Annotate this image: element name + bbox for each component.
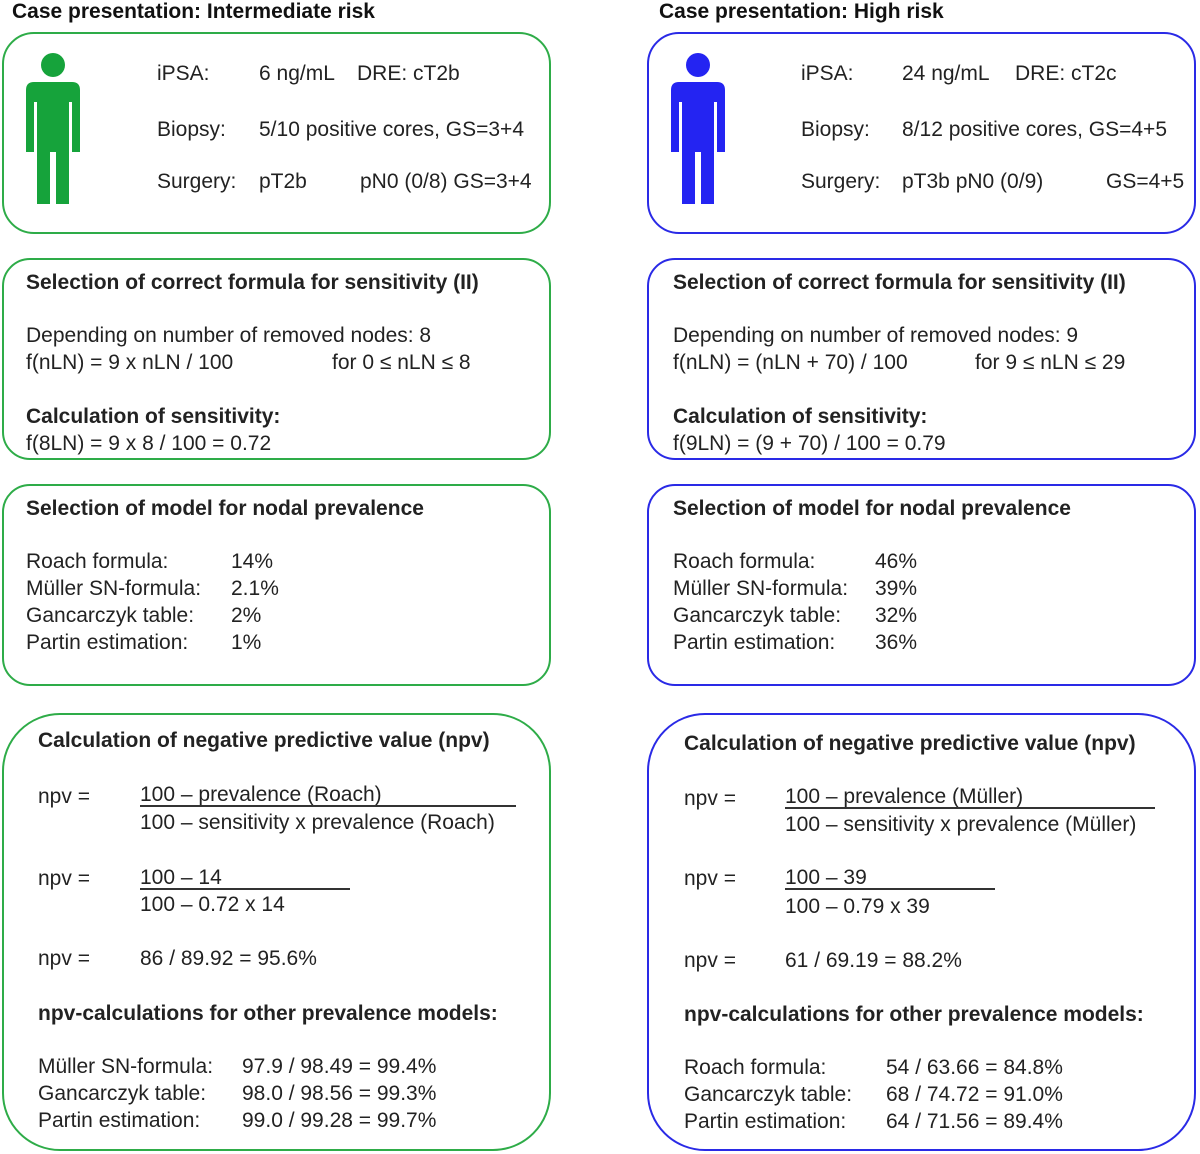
- person-icon: [22, 52, 84, 208]
- fraction-line: [785, 888, 995, 890]
- biopsy-label: Biopsy:: [801, 118, 870, 141]
- prevalence-value: 1%: [231, 631, 262, 654]
- ipsa-value: 6 ng/mL: [259, 62, 335, 85]
- fraction-line: [785, 807, 1155, 809]
- npv-label: npv =: [38, 867, 90, 890]
- npv-formula-denominator: 100 – sensitivity x prevalence (Roach): [140, 811, 495, 834]
- npv-step-denominator: 100 – 0.79 x 39: [785, 895, 930, 918]
- prevalence-value: 14%: [231, 550, 274, 573]
- prevalence-value: 2%: [231, 604, 262, 627]
- npv-other-value: 68 / 74.72 = 91.0%: [886, 1083, 1063, 1106]
- npv-result: 61 / 69.19 = 88.2%: [785, 949, 962, 972]
- ipsa-label: iPSA:: [157, 62, 210, 85]
- npv-formula-denominator: 100 – sensitivity x prevalence (Müller): [785, 813, 1137, 836]
- npv-other-value: 97.9 / 98.49 = 99.4%: [242, 1055, 437, 1078]
- fraction-line: [140, 888, 350, 890]
- prevalence-label: Partin estimation:: [26, 631, 189, 654]
- prevalence-label: Gancarczyk table:: [673, 604, 842, 627]
- prevalence-title: Selection of model for nodal prevalence: [26, 497, 424, 520]
- prevalence-value: 39%: [875, 577, 918, 600]
- left-sensitivity-box: [2, 258, 551, 460]
- sensitivity-title: Selection of correct formula for sensitivity (II): [673, 271, 1126, 294]
- ipsa-value: 24 ng/mL: [902, 62, 990, 85]
- npv-label: npv =: [684, 867, 736, 890]
- surgery-pt: pT3b pN0 (0/9): [902, 170, 1044, 193]
- npv-other-label: Müller SN-formula:: [38, 1055, 214, 1078]
- npv-label: npv =: [684, 949, 736, 972]
- sensitivity-title: Selection of correct formula for sensitivity (II): [26, 271, 479, 294]
- npv-step-numerator: 100 – 14: [140, 866, 222, 889]
- right-heading: Case presentation: High risk: [659, 0, 944, 23]
- nodes-line: Depending on number of removed nodes: 9: [673, 324, 1079, 347]
- dre-value: DRE: cT2b: [357, 62, 460, 85]
- biopsy-label: Biopsy:: [157, 118, 226, 141]
- calc-value: f(9LN) = (9 + 70) / 100 = 0.79: [673, 432, 946, 455]
- npv-other-value: 54 / 63.66 = 84.8%: [886, 1056, 1063, 1079]
- prevalence-value: 46%: [875, 550, 918, 573]
- npv-formula-numerator: 100 – prevalence (Roach): [140, 783, 382, 806]
- npv-other-value: 64 / 71.56 = 89.4%: [886, 1110, 1063, 1133]
- npv-label: npv =: [684, 787, 736, 810]
- sensitivity-range: for 0 ≤ nLN ≤ 8: [332, 351, 471, 374]
- sensitivity-formula: f(nLN) = (nLN + 70) / 100: [673, 351, 908, 374]
- dre-value: DRE: cT2c: [1015, 62, 1117, 85]
- npv-label: npv =: [38, 785, 90, 808]
- npv-step-denominator: 100 – 0.72 x 14: [140, 893, 285, 916]
- npv-other-value: 98.0 / 98.56 = 99.3%: [242, 1082, 437, 1105]
- npv-other-title: npv-calculations for other prevalence models:: [38, 1002, 498, 1025]
- right-sensitivity-box: [647, 258, 1196, 460]
- calc-title: Calculation of sensitivity:: [673, 405, 928, 428]
- npv-other-label: Roach formula:: [684, 1056, 827, 1079]
- left-heading: Case presentation: Intermediate risk: [12, 0, 375, 23]
- sensitivity-formula: f(nLN) = 9 x nLN / 100: [26, 351, 234, 374]
- prevalence-label: Müller SN-formula:: [673, 577, 849, 600]
- calc-value: f(8LN) = 9 x 8 / 100 = 0.72: [26, 432, 272, 455]
- npv-other-label: Partin estimation:: [684, 1110, 847, 1133]
- npv-step-numerator: 100 – 39: [785, 866, 867, 889]
- npv-other-label: Partin estimation:: [38, 1109, 201, 1132]
- surgery-pt: pT2b: [259, 170, 307, 193]
- npv-other-label: Gancarczyk table:: [684, 1083, 853, 1106]
- prevalence-value: 36%: [875, 631, 918, 654]
- calc-title: Calculation of sensitivity:: [26, 405, 281, 428]
- prevalence-value: 2.1%: [231, 577, 279, 600]
- surgery-label: Surgery:: [801, 170, 881, 193]
- biopsy-value: 8/12 positive cores, GS=4+5: [902, 118, 1167, 141]
- npv-title: Calculation of negative predictive value (npv): [38, 729, 490, 752]
- ipsa-label: iPSA:: [801, 62, 854, 85]
- surgery-label: Surgery:: [157, 170, 237, 193]
- prevalence-label: Roach formula:: [26, 550, 169, 573]
- npv-other-label: Gancarczyk table:: [38, 1082, 207, 1105]
- left-prevalence-box: [2, 484, 551, 686]
- right-case-box: [647, 32, 1196, 234]
- npv-other-title: npv-calculations for other prevalence models:: [684, 1003, 1144, 1026]
- npv-result: 86 / 89.92 = 95.6%: [140, 947, 317, 970]
- npv-other-value: 99.0 / 99.28 = 99.7%: [242, 1109, 437, 1132]
- sensitivity-range: for 9 ≤ nLN ≤ 29: [975, 351, 1126, 374]
- prevalence-label: Partin estimation:: [673, 631, 836, 654]
- right-npv-box: [647, 713, 1196, 1151]
- prevalence-label: Müller SN-formula:: [26, 577, 202, 600]
- npv-formula-numerator: 100 – prevalence (Müller): [785, 785, 1024, 808]
- left-npv-box: [2, 713, 551, 1151]
- npv-title: Calculation of negative predictive value (npv): [684, 732, 1136, 755]
- nodes-line: Depending on number of removed nodes: 8: [26, 324, 432, 347]
- surgery-rest: GS=4+5: [1106, 170, 1185, 193]
- left-case-box: [2, 32, 551, 234]
- biopsy-value: 5/10 positive cores, GS=3+4: [259, 118, 524, 141]
- prevalence-value: 32%: [875, 604, 918, 627]
- person-icon: [667, 52, 729, 208]
- right-prevalence-box: [647, 484, 1196, 686]
- prevalence-label: Roach formula:: [673, 550, 816, 573]
- fraction-line: [140, 805, 516, 807]
- surgery-rest: pN0 (0/8) GS=3+4: [360, 170, 532, 193]
- npv-label: npv =: [38, 947, 90, 970]
- prevalence-title: Selection of model for nodal prevalence: [673, 497, 1071, 520]
- prevalence-label: Gancarczyk table:: [26, 604, 195, 627]
